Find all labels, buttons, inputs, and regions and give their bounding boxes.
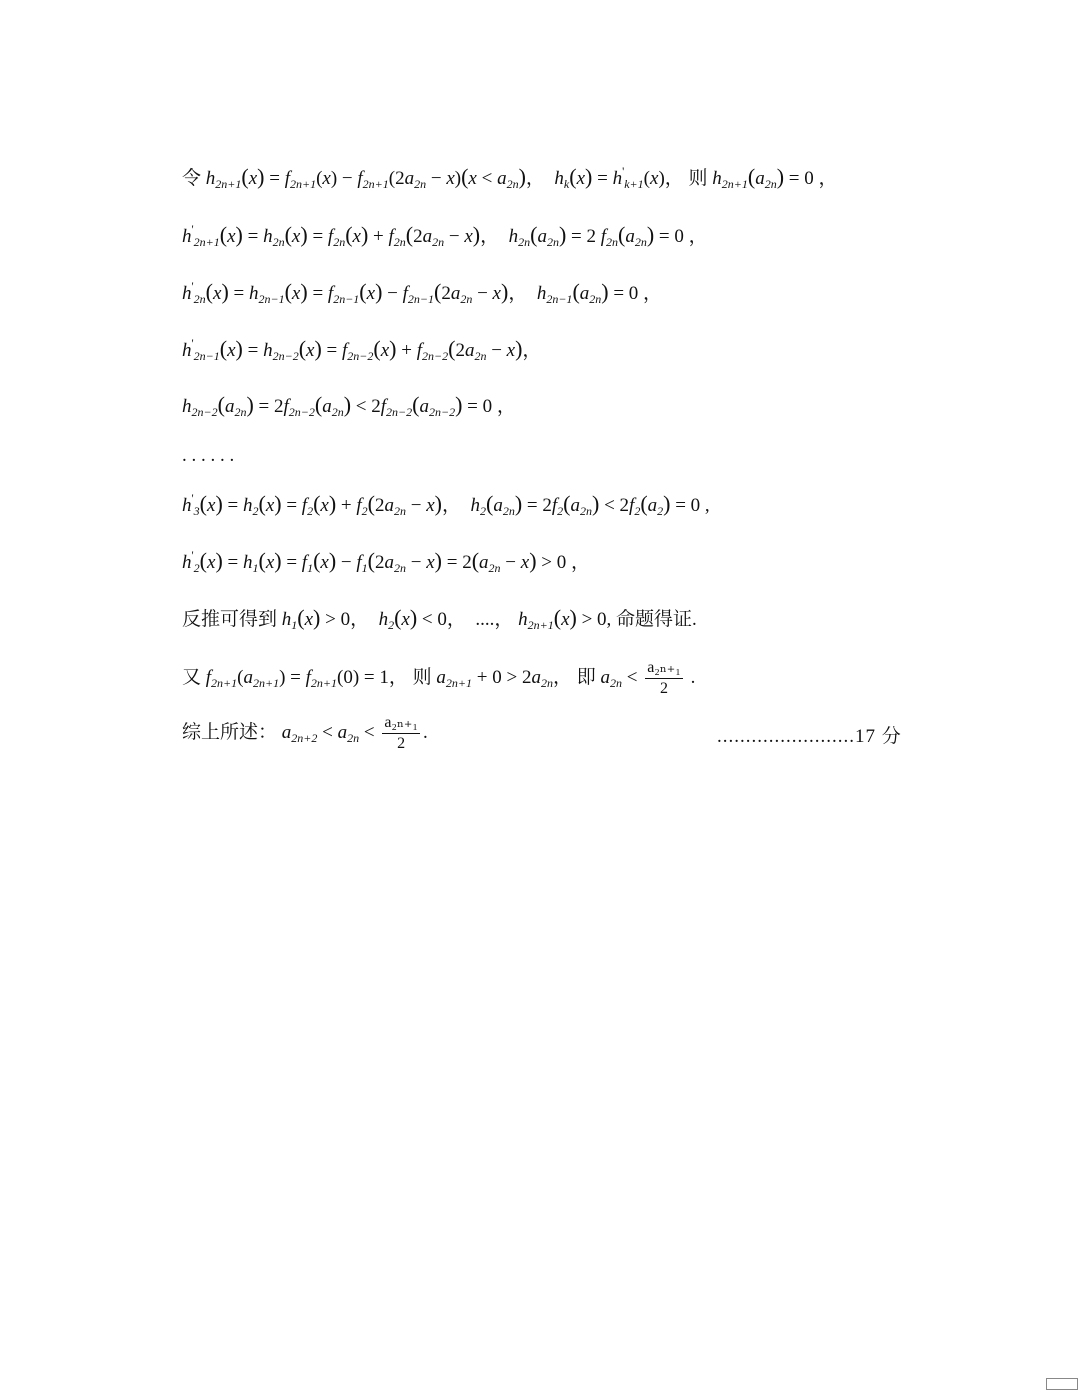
equation-line-2: $h'_{2n+1}(x) = h_{2n}(x) = f_{2n}(x) + f_{2n}(2a_{2n} - x)$， $h_{2n}(a_{2n}) = 2$ $f_{2n}(a_{2n}) = 0$ ， bbox=[182, 222, 708, 249]
equation-line-9: 又 $f_{2n+1}(a_{2n+1}) = f_{2n+1}(0) = 1$， 则 $a_{2n+1} + 0 > 2a_{2n}$， 即 $a_{2n}$ < $\frac{\text{a₂ₙ₊₁}}{2}$ . bbox=[182, 659, 696, 697]
ellipsis-line: . . . . . . bbox=[182, 445, 235, 466]
score-label: 17 分 bbox=[855, 726, 902, 747]
equation-line-8: 反推可得到 $h_1(x) > 0$， $h_2(x) < 0$， ....， $h_{2n+1}(x) > 0$, 命题得证. bbox=[182, 605, 697, 632]
equation-line-5: $h_{2n-2}(a_{2n}) = 2f_{2n-2}(a_{2n}) < 2f_{2n-2}(a_{2n-2}) = 0$ ， bbox=[182, 392, 516, 419]
equation-line-10: 综上所述： $a_{2n+2} < a_{2n}$ < $\frac{\text{a₂ₙ₊₁}}{2}$ . bbox=[182, 714, 428, 752]
score-marker bbox=[717, 721, 902, 748]
fraction: $\frac{\text{a₂ₙ₊₁}}{2}$ bbox=[647, 659, 681, 697]
score-dots: ........................ bbox=[717, 726, 855, 747]
equation-line-6: $h'_3(x) = h_2(x) = f_2(x) + f_2(2a_{2n} - x)$， $h_2(a_{2n}) = 2f_2(a_{2n}) < 2f_2(a_2) = 0$ , bbox=[182, 491, 710, 518]
watermark-logo bbox=[1046, 1378, 1078, 1390]
equation-line-7: $h'_2(x) = h_1(x) = f_1(x) - f_1(2a_{2n} - x) = 2(a_{2n} - x) > 0$ ， bbox=[182, 548, 590, 575]
equation-line-4: $h'_{2n-1}(x) = h_{2n-2}(x) = f_{2n-2}(x) + f_{2n-2}(2a_{2n} - x)$， bbox=[182, 336, 542, 363]
equation-line-1: 令 $h_{2n+1}(x) = f_{2n+1}(x) - f_{2n+1}(2a_{2n} - x)(x < a_{2n})$， $h_k(x) = h'_{k+1}(x)$， 则 $h_{2n+1}(a_{2n}) = 0$ ， bbox=[182, 164, 838, 191]
fraction: $\frac{\text{a₂ₙ₊₁}}{2}$ bbox=[384, 714, 418, 752]
equation-line-3: $h'_{2n}(x) = h_{2n-1}(x) = f_{2n-1}(x) - f_{2n-1}(2a_{2n} - x)$， $h_{2n-1}(a_{2n}) = 0$ ， bbox=[182, 279, 663, 306]
